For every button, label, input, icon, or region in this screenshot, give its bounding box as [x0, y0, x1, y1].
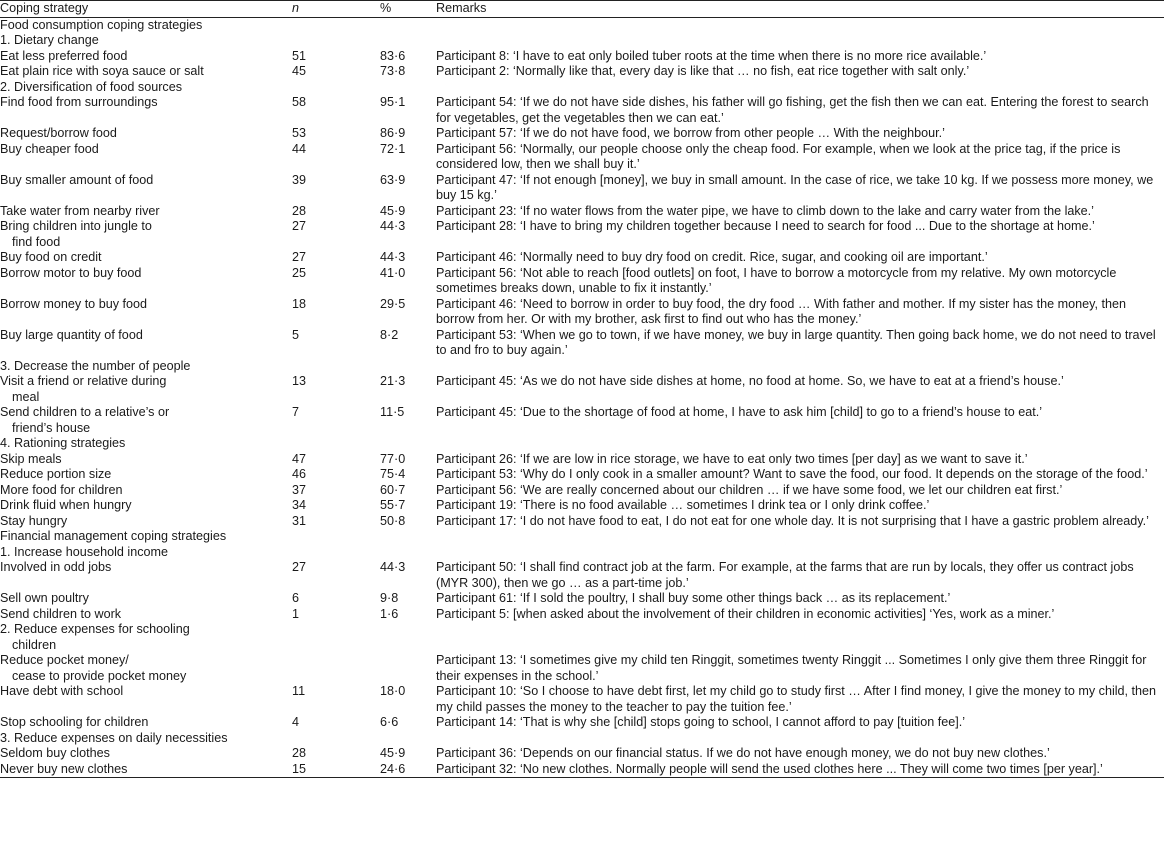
percent-value: 24·6: [332, 762, 436, 778]
remark-text: Participant 36: ‘Depends on our financial status. If we do not have enough money, we do not buy new clothes.’: [436, 746, 1050, 760]
n-value: 27: [292, 250, 307, 264]
remark-text: Participant 50: ‘I shall find contract job at the farm. For example, at the farms that are run by locals, they offer us contract jobs (MYR 300), then we go … as a part-time job.’: [436, 560, 1134, 590]
n-value: 25: [292, 265, 307, 280]
table-row: [0, 374, 1164, 405]
n-value: 1: [292, 606, 300, 621]
table-row: [0, 514, 1164, 530]
n-value: 31: [292, 513, 307, 528]
section-row: [0, 529, 1164, 545]
table-row: [0, 653, 1164, 684]
subsection-title: 3. Reduce expenses on daily necessities: [0, 730, 228, 745]
percent-value: 72·1: [380, 141, 406, 156]
table-row: [0, 684, 1164, 715]
percent-value: 21·3: [380, 374, 406, 388]
table-row: [0, 266, 1164, 297]
percent-value: 18·0: [380, 684, 406, 698]
n-value: 7: [292, 405, 300, 419]
percent-value: 44·3: [380, 250, 406, 264]
strategy-label: Buy cheaper food: [0, 141, 99, 156]
table-row: [0, 126, 1164, 142]
percent-value: 1·6: [380, 606, 399, 621]
percent-value: 45·9: [380, 203, 406, 218]
n-value: [272, 653, 332, 684]
n-value: 6: [292, 591, 300, 605]
n-value: 13: [292, 374, 307, 388]
n-value: 45: [292, 64, 307, 78]
n-value: 28: [292, 203, 307, 218]
remark-text: Participant 28: ‘I have to bring my children together because I need to search for food ... Due to the shortage at home.’: [436, 219, 1095, 233]
remark-text: Participant 19: ‘There is no food available … sometimes I drink tea or I only drink coffee.’: [436, 498, 930, 512]
remark-text: Participant 46: ‘Need to borrow in order to buy food, the dry food … With father and mother. If my sister has the money, then borrow from her. Or with my brother, ask first to find out who has the money.’: [436, 296, 1126, 326]
strategy-label: More food for children: [0, 482, 123, 497]
table-row: [0, 560, 1164, 591]
strategy-label: Take water from nearby river: [0, 203, 160, 218]
remark-text: Participant 54: ‘If we do not have side dishes, his father will go fishing, get the fish then we can eat. Entering the forest to search for vegetables, get the vegetables then we can eat.’: [436, 95, 1149, 125]
n-value: 34: [292, 498, 307, 512]
remark-text: Participant 53: ‘When we go to town, if we have money, we buy in large quantity. Then going back home, we do not need to travel to and fro to buy again.’: [436, 327, 1156, 357]
n-value: 5: [292, 327, 300, 342]
table-row: [0, 142, 1164, 173]
subsection-title: 1. Dietary change: [0, 33, 99, 47]
percent-value: 9·8: [380, 591, 399, 605]
percent-value: 6·6: [380, 715, 399, 729]
percent-value: 29·5: [380, 296, 406, 311]
strategy-label: Request/borrow food: [0, 126, 117, 140]
percent-value: 83·6: [380, 48, 406, 63]
strategy-label: Send children to a relative’s or friend’s house: [0, 405, 170, 435]
strategy-label: Buy smaller amount of food: [0, 172, 154, 187]
header-remarks: Remarks: [436, 1, 1164, 18]
strategy-label: Seldom buy clothes: [0, 746, 110, 760]
strategy-label: Never buy new clothes: [0, 762, 272, 778]
remark-text: Participant 61: ‘If I sold the poultry, I shall buy some other things back … as its replacement.’: [436, 591, 951, 605]
subsection-row: [0, 545, 1164, 561]
n-value: 28: [292, 746, 307, 760]
subsection-row: [0, 33, 1164, 49]
table-row: [0, 452, 1164, 468]
table-row: [0, 173, 1164, 204]
remark-text: Participant 47: ‘If not enough [money], we buy in small amount. In the case of rice, we take 10 kg. If we possess more money, we buy 15 kg.’: [436, 172, 1154, 202]
table-row: [0, 250, 1164, 266]
remark-text: Participant 46: ‘Normally need to buy dry food on credit. Rice, sugar, and cooking oil are important.’: [436, 250, 988, 264]
table-row: [0, 64, 1164, 80]
table-row: [0, 219, 1164, 250]
section-row: [0, 17, 1164, 33]
percent-value: 8·2: [380, 327, 399, 342]
remark-text: Participant 57: ‘If we do not have food, we borrow from other people … With the neighbour.’: [436, 126, 945, 140]
subsection-row: [0, 436, 1164, 452]
n-value: 53: [292, 126, 307, 140]
strategy-label: Buy large quantity of food: [0, 327, 143, 342]
strategy-label: Eat less preferred food: [0, 48, 128, 63]
remark-text: Participant 45: ‘Due to the shortage of food at home, I have to ask him [child] to go to a friend’s house to eat.’: [436, 405, 1043, 419]
table-row: [0, 405, 1164, 436]
strategy-label: Stop schooling for children: [0, 715, 149, 729]
strategy-label: Buy food on credit: [0, 250, 102, 264]
n-value: 4: [292, 715, 300, 729]
remark-text: Participant 56: ‘Not able to reach [food outlets] on foot, I have to borrow a motorcycle from my relative. My own motorcycle sometimes breaks down, unable to fix it instantly.’: [436, 265, 1117, 295]
n-value: 15: [272, 762, 332, 778]
remark-text: Participant 26: ‘If we are low in rice storage, we have to eat only two times [per day] as we want to save it.’: [436, 451, 1028, 466]
remark-text: Participant 13: ‘I sometimes give my child ten Ringgit, sometimes twenty Ringgit ... Sometimes I only give them three Ringgit for their expenses in the school.’: [436, 653, 1147, 683]
table-row: [0, 607, 1164, 623]
subsection-row: [0, 622, 1164, 653]
percent-value: 86·9: [380, 126, 406, 140]
remark-text: Participant 10: ‘So I choose to have debt first, let my child go to study first … After I find money, I give the money to my child, then my child passes the money to the teacher to pay the tuition fee.’: [436, 684, 1157, 714]
strategy-label: Have debt with school: [0, 684, 124, 698]
percent-value: 77·0: [380, 451, 406, 466]
strategy-label: Borrow money to buy food: [0, 296, 148, 311]
subsection-row: [0, 731, 1164, 747]
remark-text: Participant 17: ‘I do not have food to eat, I do not eat for one whole day. It is not surprising that I have a gastric problem already.’: [436, 513, 1149, 528]
strategy-label: Bring children into jungle to find food: [0, 219, 152, 249]
table-row: [0, 49, 1164, 65]
n-value: 46: [292, 467, 307, 481]
remark-text: Participant 8: ‘I have to eat only boiled tuber roots at the time when there is no more rice available.’: [436, 48, 987, 63]
section-title: Financial management coping strategies: [0, 529, 227, 543]
subsection-row: [0, 359, 1164, 375]
n-value: 58: [292, 95, 307, 109]
percent-value: 44·3: [380, 219, 406, 233]
n-value: 44: [292, 141, 307, 156]
strategy-label: Stay hungry: [0, 513, 68, 528]
percent-value: 44·3: [380, 560, 406, 574]
n-value: 47: [292, 451, 307, 466]
n-value: 18: [292, 296, 307, 311]
subsection-row: [0, 80, 1164, 96]
header-coping-strategy: Coping strategy: [0, 1, 272, 18]
strategy-label: Find food from surroundings: [0, 95, 158, 109]
table-row: [0, 591, 1164, 607]
remark-text: Participant 2: ‘Normally like that, every day is like that … no fish, eat rice together with salt only.’: [436, 64, 970, 78]
table-row: [0, 467, 1164, 483]
subsection-title: 2. Diversification of food sources: [0, 79, 182, 94]
table-row: [0, 328, 1164, 359]
n-value: 37: [292, 482, 307, 497]
subsection-title: 2. Reduce expenses for schooling children: [0, 622, 190, 652]
table-row: [0, 715, 1164, 731]
strategy-label: Send children to work: [0, 606, 122, 621]
percent-value: 95·1: [380, 95, 406, 109]
remark-text: Participant 14: ‘That is why she [child] stops going to school, I cannot afford to pay [tuition fee].’: [436, 715, 966, 729]
table-row: [0, 204, 1164, 220]
header-n: n: [272, 1, 332, 18]
strategy-label: Eat plain rice with soya sauce or salt: [0, 64, 204, 78]
percent-value: 50·8: [380, 513, 406, 528]
percent-value: 45·9: [380, 746, 406, 760]
table-row: [0, 498, 1164, 514]
percent-value: 60·7: [380, 482, 406, 497]
strategy-label: Borrow motor to buy food: [0, 265, 142, 280]
n-value: 27: [292, 219, 307, 233]
percent-value: 41·0: [380, 265, 406, 280]
table-row: [0, 746, 1164, 762]
n-value: 51: [292, 48, 307, 63]
table-row: [0, 95, 1164, 126]
remark-text: Participant 53: ‘Why do I only cook in a smaller amount? Want to save the food, our food. It depends on the storage of the food.’: [436, 467, 1148, 481]
section-title: Food consumption coping strategies: [0, 17, 203, 32]
strategy-label: Skip meals: [0, 451, 62, 466]
n-value: 27: [292, 560, 307, 574]
strategy-label: Visit a friend or relative during meal: [0, 374, 167, 404]
remark-text: Participant 56: ‘Normally, our people choose only the cheap food. For example, when we look at the price tag, if the price is considered low, then we shall buy it.’: [436, 141, 1121, 171]
strategy-label: Involved in odd jobs: [0, 560, 112, 574]
remark-text: Participant 23: ‘If no water flows from the water pipe, we have to climb down to the lake and carry water from the lake.’: [436, 203, 1094, 218]
strategy-label: Drink fluid when hungry: [0, 498, 132, 512]
table-row: [0, 297, 1164, 328]
subsection-title: 4. Rationing strategies: [0, 436, 126, 450]
strategy-label: Sell own poultry: [0, 591, 89, 605]
percent-value: 75·4: [380, 467, 406, 481]
subsection-title: 3. Decrease the number of people: [0, 358, 191, 373]
strategy-label: Reduce pocket money/ cease to provide pocket money: [0, 653, 187, 683]
strategy-label: Reduce portion size: [0, 467, 112, 481]
table-header-row: [0, 1, 1164, 18]
table-row: [0, 483, 1164, 499]
remark-text: Participant 32: ‘No new clothes. Normally people will send the used clothes here ... They will come two times [per year].’: [436, 762, 1164, 778]
percent-value: 11·5: [380, 405, 405, 419]
n-value: 11: [292, 684, 306, 698]
remark-text: Participant 56: ‘We are really concerned about our children … if we have some food, we let our children eat first.’: [436, 482, 1063, 497]
subsection-title: 1. Increase household income: [0, 544, 169, 559]
remark-text: Participant 45: ‘As we do not have side dishes at home, no food at home. So, we have to eat at a friend’s house.’: [436, 374, 1064, 388]
header-percent: %: [332, 1, 436, 18]
remark-text: Participant 5: [when asked about the involvement of their children in economic activities] ‘Yes, work as a miner.’: [436, 606, 1055, 621]
percent-value: 55·7: [380, 498, 406, 512]
percent-value: 73·8: [380, 64, 406, 78]
n-value: 39: [292, 172, 307, 187]
table-row: [0, 762, 1164, 778]
percent-value: [332, 653, 436, 684]
percent-value: 63·9: [380, 172, 406, 187]
